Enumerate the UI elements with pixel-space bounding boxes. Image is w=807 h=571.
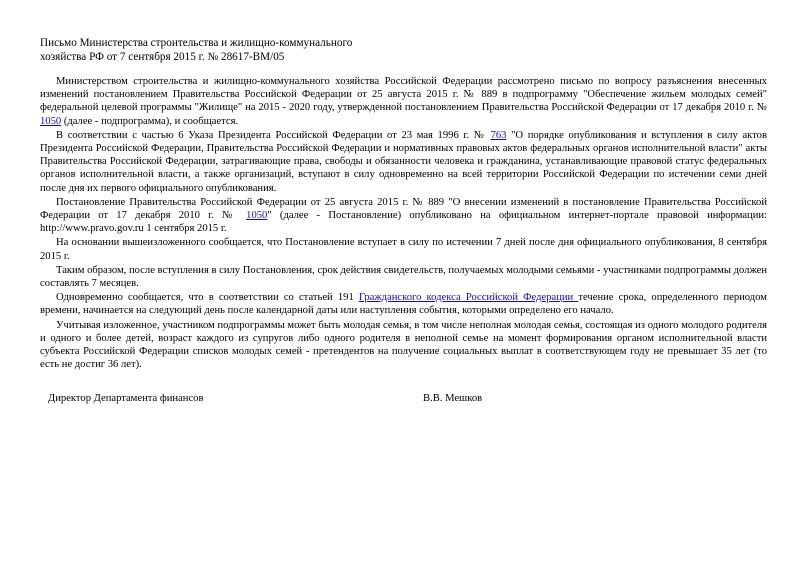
paragraph-6-text-b: течение срока, определенного периодом времени, начинается на следующий день после календарной даты или наступления события, которыми определено его начало. (40, 292, 767, 317)
paragraph-2 (40, 129, 767, 195)
paragraph-6 (40, 291, 767, 317)
paragraph-7: Учитывая изложенное, участником подпрограммы может быть молодая семья, в том числе неполная молодая семья, состоящая из одного молодого родителя и одного и более детей, возраст каждого из супругов либо одного родителя в неполной семье на момент формирования органом исполнительной власти субъекта Российской Федерации списков молодых семей - претендентов на получение социальных выплат в соответствующем году не превышает 35 лет (то есть не достиг 36 лет). (40, 319, 767, 371)
paragraph-1 (40, 75, 767, 128)
paragraph-3-text-a: Постановление Правительства Российской Федерации от 25 августа 2015 г. № 889 "О внесении изменений в постановление Правительства Российской Федерации от 17 декабря 2010 г. № (40, 196, 767, 222)
signature-name: В.В. Мешков (423, 393, 483, 405)
paragraph-3-text-b: " (далее - Постановление) опубликовано на официальном интернет-портале правовой информации: http://www.pravo.gov.ru 1 сентября 2015 г. (40, 210, 767, 235)
title-line-1: Письмо Министерства строительства и жилищно-коммунального (40, 37, 353, 49)
link-resolution-1050[interactable]: 1050 (246, 210, 268, 222)
paragraph-3 (40, 196, 767, 236)
paragraph-2-text-b: "О порядке опубликования и вступления в силу актов Президента Российской Федерации, Правительства Российской Федерации и нормативных правовых актов федеральных органов исполнительной власти" акты Правительства Российской Федерации, затрагивающие права, свободы и обязанности человека и гражданина, устанавливающие правовой статус федеральных органов исполнительной власти, а также организаций, вступают в силу одновременно на всей территории Российской Федерации по истечении семи дней после дня их первого официального опубликования. (40, 129, 767, 194)
link-decree-763[interactable]: 763 (490, 129, 507, 141)
document-title (40, 36, 400, 64)
paragraph-5: Таким образом, после вступления в силу Постановления, срок действия свидетельств, получаемых молодыми семьями - участниками подпрограммы должен составлять 7 месяцев. (40, 264, 768, 290)
paragraph-4: На основании вышеизложенного сообщается, что Постановление вступает в силу по истечении 7 дней после дня официального опубликования, 8 сентября 2015 г. (40, 237, 767, 262)
paragraph-1-text-a: Министерством строительства и жилищно-коммунального хозяйства Российской Федерации рассмотрено письмо по вопросу разъяснения внесенных изменений постановлением Правительства Российской Федерации от 25 августа 2015 г. № 889 в подпрограмму "Обеспечение жильем молодых семей" федеральной целевой программы "Жилище" на 2015 - 2020 году, утвержденной постановлением Правительства Российской Федерации от 17 декабря 2010 г. № (40, 76, 767, 114)
signature-block (40, 393, 767, 407)
document-body (40, 75, 767, 371)
paragraph-6-text-a: Одновременно сообщается, что в соответствии со статьей 191 (56, 292, 359, 304)
title-line-2: хозяйства РФ от 7 сентября 2015 г. № 28617-ВМ/05 (40, 51, 285, 63)
link-civil-code[interactable]: Гражданского кодекса Российской Федерации (358, 292, 579, 304)
signature-position: Директор Департамента финансов (48, 393, 204, 405)
link-decree-1050[interactable]: 1050 (40, 115, 62, 127)
paragraph-1-text-b: (далее - подпрограмма), и сообщается. (61, 115, 239, 127)
paragraph-2-text-a: В соответствии с частью 6 Указа Президента Российской Федерации от 23 мая 1996 г. № (56, 129, 491, 141)
